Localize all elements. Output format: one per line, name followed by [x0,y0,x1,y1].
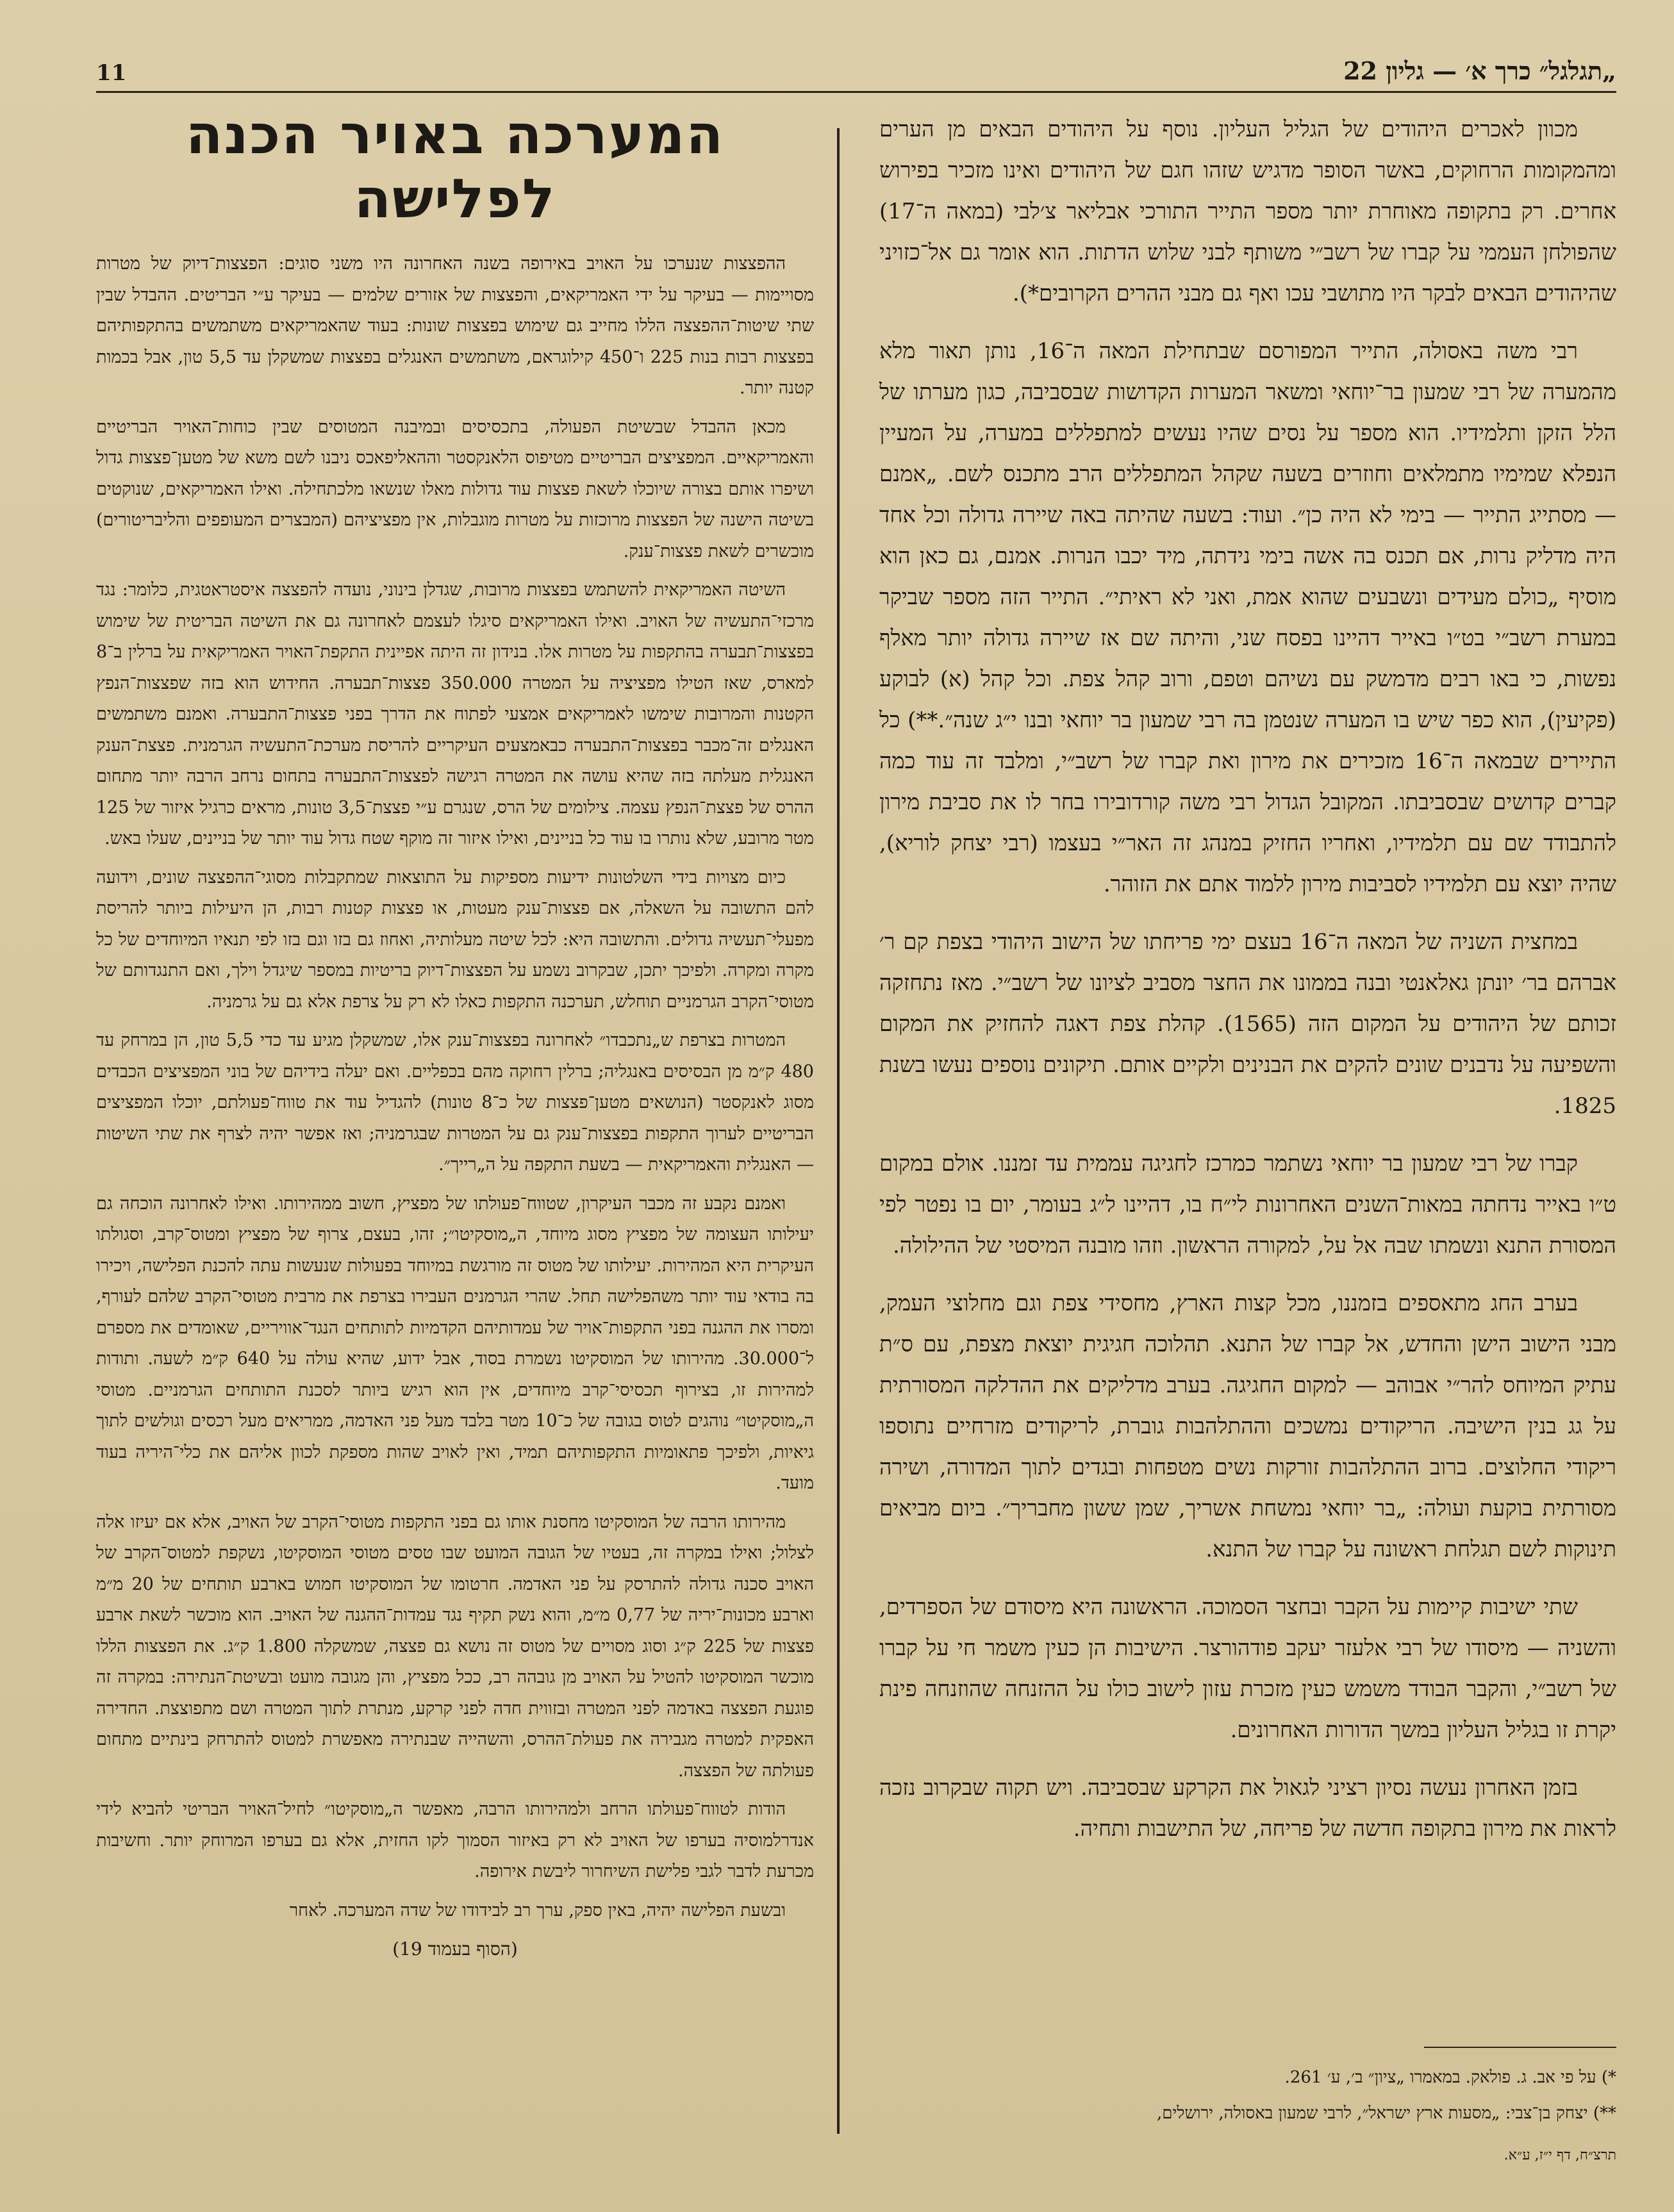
paragraph: ההפצצות שנערכו על האויב באירופה בשנה האחרונה היו משני סוגים: הפצצות־דיוק של מטרות מסויימות — בעיקר על ידי האמריקאים, והפצצות של אזורים שלמים — בעיקר ע״י הבריטים. ההבדל שבין שתי שיטות־ההפצצה הללו מחייב גם שימוש בפצצות שונות: בעוד שהאמריקאים משתמשים בהתקפותיהם בפצצות רבות בנות 225 ו־450 קילוגראם, משתמשים האנגלים בפצצות שמשקלן עד 5,5 טון, אבל בכמות קטנה יותר. [96,254,814,398]
paragraph: ובשעת הפלישה יהיה, באין ספק, ערך רב לבידודו של שדה המערכה. לאחר [289,1900,786,1920]
footnote: **) יצחק בן־צבי: „מסעות ארץ ישראל״, לרבי שמעון באסולה, ירושלים, [1157,2104,1616,2123]
paragraph: ואמנם נקבע זה מכבר העיקרון, שטווח־פעולתו של מפציץ, חשוב ממהירותו. ואילו לאחרונה הוכחה גם יעילותו העצומה של מפציץ מסוג מיוחד, ה„מוסקיטו״; זהו, בעצם, צרוף של מפציץ ומטוס־קרב, וסגולתו העיקרית היא המהירות. יעילותו של מטוס זה מורגשת במיוחד בפעולות שנעשות עתה להכנת הפלישה, ויכירו בה בודאי עוד יותר משהפלישה תחל. שהרי הגרמנים העבירו בצרפת את מרבית מטוסי־הקרב שלהם לעורף, ומסרו את ההגנה בפני התקפות־אויר של עמדותיהם הקדמיות לתותחים הנגד־אוויריים, שאומדים את מספרם ל־30.000. מהירותו של המוסקיטו נשמרת בסוד, אבל ידוע, שהיא עולה על 640 ק״מ לשעה. ותודות למהירות זו, בצירוף תכסיסי־קרב מיוחדים, אין הוא רגיש ביותר לסכנת התותחים הגרמניים. מטוסי ה„מוסקיטו״ נוהגים לטוס בגובה של כ־10 מטר בלבד מעל פני האדמה, ממריאים מעל רכסים וגולשים לתוך גיאיות, ולפיכך פתאומיות התקפותיהם תמיד, ואין לאויב שהות מספקת לכוון אליהם את כלי־היריה בעוד מועד. [96,1193,814,1493]
publication-info: „תגלגל״ כרך א׳ — גליון 22 [1343,56,1616,85]
paragraph: בזמן האחרון נעשה נסיון רציני לגאול את הקרקע שבסביבה. ויש תקוה שבקרוב נזכה לראות את מירון בתקופה חדשה של פריחה, של התישבות ותחיה. [879,1775,1616,1842]
page-header [96,45,1616,93]
column-divider [837,128,840,2134]
paragraph: מהירותו הרבה של המוסקיטו מחסנת אותו גם בפני התקפות מטוסי־הקרב של האויב, אלא אם יעיזו אלה לצלול; ואילו במקרה זה, בעטיו של הגובה המועט שבו טסים מטוסי המוסקיטו, נשקפת למטוס־הקרב של האויב סכנה גדולה להתרסק על פני האדמה. חרטומו של המוסקיטו חמוש בארבע תותחים של 20 מ״מ וארבע מכונות־יריה של 0,77 מ״מ, והוא נשק תקיף נגד עמדות־ההגנה של האויב. הוא מוכשר לשאת ארבע פצצות של 225 ק״ג וסוג מסויים של מטוס זה נושא גם פצצה, שמשקלה 1.800 ק״ג. את הפצצות הללו מוכשר המוסקיטו להטיל על האויב מן גובהה רב, ככל מפציץ, והן מגובה מועט ובשיטת־הנתירה: במקרה זה פוגעת הפצצה באדמה לפני המטרה ובזווית חדה לפני קרקע, מנתרת לתוך המטרה ושם מתפוצצת. החדירה האפקית למטרה מגבירה את פעולת־ההרס, והשהייה שבנתירה מאפשרת למטוס להתרחק בינתיים מתחום פעולתה של הפצצה. [96,1512,814,1781]
paragraph: הודות לטווח־פעולתו הרחב ולמהירותו הרבה, מאפשר ה„מוסקיטו״ לחיל־האויר הבריטי להביא לידי אנדרלמוסיה בערפו של האויב לא רק באיזור הסמוך לקו החזית, אלא גם בערפו המרוחק יותר. וחשיבות מכרעת לדבר לגבי פלישת השיחרור ליבשת אירופה. [96,1799,814,1881]
continued-note: (הסוף בעמוד 19) [392,1938,518,1960]
footnote-rule [1424,2047,1616,2048]
paragraph: מכאן ההבדל שבשיטת הפעולה, בתכסיסים ובמיבנה המטוסים שבין כוחות־האויר הבריטיים והאמריקאיים. המפציצים הבריטיים מטיפוס הלאנקסטר וההאליפאכס ניבנו לשם משא של מטען־פצצות גדול ושיפרו אותם בצורה שיוכלו לשאת פצצות עוד גדולות מאלו שנשאו מלכתחילה. ואילו האמריקאים, שנוקטים בשיטה הישנה של הפצצות מרוכזות על מטרות מוגבלות, אין מפציציהם (המבצרים המעופפים והליבריטורים) מוכשרים לשאת פצצות־ענק. [96,417,814,561]
footnotes [879,2047,1616,2174]
footnote: *) על פי אב. ג. פולאק. במאמרו „ציון״ ב׳, ע׳ 261. [1284,2068,1616,2087]
article-title: המערכה באויר הכנה לפלישה [185,103,725,230]
paragraph: המטרות בצרפת ש„נתכבדו״ לאחרונה בפצצות־ענק אלו, שמשקלן מגיע עד כדי 5,5 טון, הן במרחק עד 480 ק״מ מן הבסיסים באנגליה; ברלין רחוקה מהם בכפליים. ואם יעלה בידיהם של בוני המפציצים הכבדים מסוג לאנקסטר (הנושאים מטען־פצצות של כ־8 טונות) להגדיל עוד את טווח־פעולתם, יוכלו המפציצים הבריטיים לערוך התקפות בפצצות־ענק גם על המטרות שבגרמניה; ואז אפשר יהיה לצרף את שתי השיטות — האנגלית והאמריקאית — בשעת התקפה על ה„רייך״. [96,1030,814,1175]
paragraph: במחצית השניה של המאה ה־16 בעצם ימי פריחתו של הישוב היהודי בצפת קם ר׳ אברהם בר׳ יונתן גאלאנטי ובנה בממונו את החצר מסביב לציונו של רשב״י. מאז נתחזקה זכותם של היהודים על המקום הזה (1565). קהלת צפת דאגה להחזיק את המקום והשפיעה על נדבנים שונים להקים את הבנינים ולקיים אותם. תיקונים נוספים נעשו בשנת 1825. [879,929,1617,1119]
paragraph: כיום מצויות בידי השלטונות ידיעות מספיקות על התוצאות שמתקבלות מסוגי־ההפצצה שונים, וידועה להם התשובה על השאלה, אם פצצות־ענק מעטות, או פצצות קטנות רבות, הן היעילות ביותר להריסת מפעלי־תעשיה גדולים. והתשובה היא: לכל שיטה מעלותיה, ואחוז גם בזו וגם בזו לפי תנאיו המיוחדים של כל מקרה ומקרה. ולפיכך יתכן, שבקרוב נשמע על הפצצות־דיוק בריטיות במספר שיגדל וילך, ואם התנגדותם של מטוסי־הקרב הגרמניים תוחלש, תערכנה התקפות כאלו לא רק על צרפת אלא גם על גרמניה. [96,867,814,1012]
paragraph: מכוון לאכרים היהודים של הגליל העליון. נוסף על היהודים הבאים מן הערים ומהמקומות הרחוקים, באשר הסופר מדגיש שזהו חגם של היהודים ואינו מזכיר בפירוש אחרים. רק בתקופה מאוחרת יותר מספר התייר התורכי אבליאר צ׳לבי (במאה ה־17) שהפולחן העממי על קברו של רשב״י משותף לבני שלוש הדתות. הוא אומר גם אל־כזויני שהיהודים הבאים לבקר היו מתושבי עכו ואף גם מבני ההרים הקרובים*). [879,117,1616,306]
left-column [96,103,814,2129]
right-column [879,109,1616,2129]
page-number: 11 [96,60,127,86]
paragraph: בערב החג מתאספים בזמננו, מכל קצות הארץ, מחסידי צפת וגם מחלוצי העמק, מבני הישוב הישן והחדש, אל קברו של התנא. תהלוכה חגיגית יוצאת מצפת, עם ס״ת עתיק המיוחס להר״י אבוהב — למקום החגיגה. בערב מדליקים את ההדלקה המסורתית על גג בנין הישיבה. הריקודים נמשכים וההתלהבות גוברת, לריקודים מזרחיים נתוספו ריקודי החלוצים. ברוב ההתלהבות זורקות נשים מטפחות ובגדים לתוך המדורה, ושירה מסורתית בוקעת ועולה: „בר יוחאי נמשחת אשריך, שמן ששון מחבריך״. ביום מביאים תינוקות לשם תגלחת ראשונה על קברו של התנא. [879,1291,1617,1562]
paragraph: שתי ישיבות קיימות על הקבר ובחצר הסמוכה. הראשונה היא מיסודם של הספרדים, והשניה — מיסודו של רבי אלעזר יעקב פודהורצר. הישיבות הן כעין משמר חי על קברו של רשב״י, והקבר הבודד משמש כעין מזכרת עזון לישוב כולו על ההזנחה שהוזנחה פינת יקרת זו בגליל העליון במשך הדורות האחרונים. [879,1594,1616,1743]
paragraph: השיטה האמריקאית להשתמש בפצצות מרובות, שגדלן בינוני, נועדה להפצצה איסטראטגית, כלומר: נגד מרכזי־התעשיה של האויב. ואילו האמריקאים סיגלו לעצמם לאחרונה גם את השיטה הבריטית של שימוש בפצצות־תבערה בהתקפות על מטרות אלו. בנידון זה היתה אפיינית התקפת־האויר האמריקאית על ברלין ב־8 למארס, שאז הטילו מפציציה על המטרה 350.000 פצצות־תבערה. החידוש הוא בזה שפצצות־הנפץ הקטנות והמרובות שימשו לאמריקאים אמצעי לפתוח את הדרך בפני פצצות־התבערה. ואמנם משתמשים האנגלים זה־מכבר בפצצות־התבערה כבאמצעים העיקריים להריסת מערכת־התעשיה הגרמנית. פצצת־הענק האנגלית מעלתה בזה שהיא עושה את המטרה רגישה לפצצות־התבערה בתחום נרחב הרבה יותר מתחום ההרס של פצצת־הנפץ עצמה. צילומים של הרס, שנגרם ע״י פצצת־3,5 טונות, מראים כרגיל איזור של 125 מטר מרובע, שלא נותרו בו עוד כל בניינים, ואילו איזור זה מוקף שטח גדול עוד יותר של בניינים, שעלו באש. [96,580,814,848]
paragraph: רבי משה באסולה, התייר המפורסם שבתחילת המאה ה־16, נותן תאור מלא מהמערה של רבי שמעון בר־יוחאי ומשאר המערות הקדושות שבסביבה, כגון מערתו של הלל הזקן ותלמידיו. הוא מספר על נסים שהיו נעשים למתפללים במערה, על המעיין הנפלא שמימיו מתמלאים וחוזרים בשעה שקהל המתפללים הרב מתכנס לשם. „אמנם — מסתייג התייר — בימי לא היה כן״. ועוד: בשעה שהיתה באה שיירה גדולה וכל אחד היה מדליק נרות, אם תכנס בה אשה בימי נידתה, מיד יכבו הנרות. אמנם, גם כאן הוא מוסיף „כולם מעידים ונשבעים שהוא אמת, ואני לא ראיתי״. התייר הזה מספר שביקר במערת רשב״י בט״ו באייר דהיינו בפסח שני, והיתה שם אז שיירה גדולה יותר מאלף נפשות, כי באו רבים מדמשק עם נשיהם וטפם, ורוב קהל צפת. וכל קהל (א) לבוקע (פקיעין), הוא כפר שיש בו המערה שנטמן בה רבי שמעון בר יוחאי ובנו י״ג שנה״.**) כל התיירים שבמאה ה־16 מזכירים את מירון ואת קברו של רשב״י, ומלבד זה עוד כמה קברים קדושים שבסביבתו. המקובל הגדול רבי משה קורדובירו בחר לו את סביבת מירון להתבודד שם עם תלמידיו, ואחריו החזיק במנהג זה האר״י בעצמו (רבי יצחק לוריא), שהיה יוצא עם תלמידיו לסביבות מירון ללמוד אתם את הזוהר. [879,338,1617,897]
footnote-citation: תרצ״ח, דף י״ז, ע״א. [1504,2147,1616,2163]
paragraph: קברו של רבי שמעון בר יוחאי נשתמר כמרכז לחגיגה עממית עד זמננו. אולם במקום ט״ו באייר נדחתה במאות־השנים האחרונות לי״ח בו, דהיינו ל״ג בעומר, יום בו נפטר לפי המסורת התנא ונשמתו שבה אל על, למקורה הראשון. וזהו מובנה המיסטי של ההילולה. [879,1151,1616,1259]
